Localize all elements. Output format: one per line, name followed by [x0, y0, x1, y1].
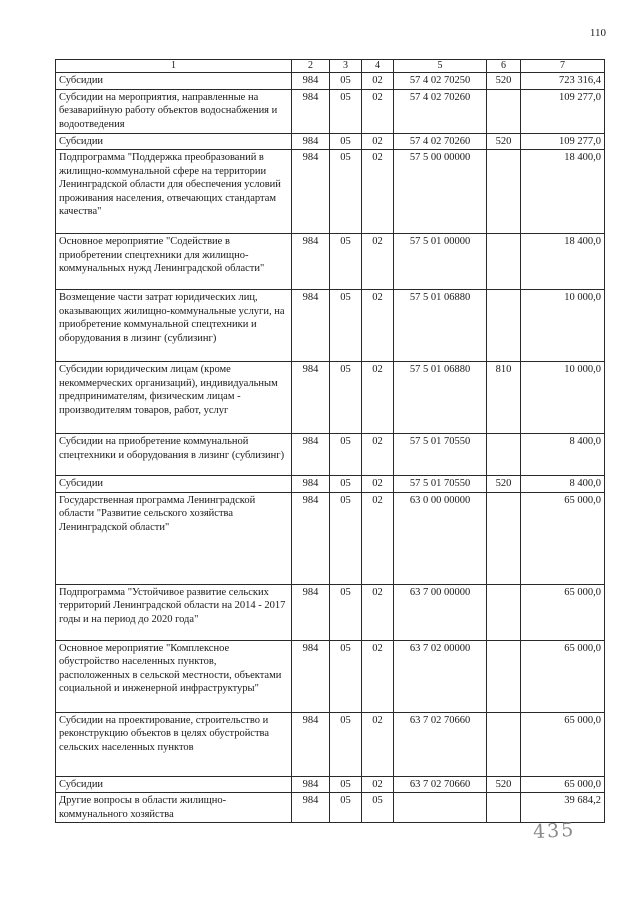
row-name-cell: Субсидии — [56, 476, 292, 493]
target-article-cell: 63 0 00 00000 — [394, 492, 487, 584]
expense-type-cell — [487, 793, 521, 823]
table-row — [56, 150, 605, 234]
expense-type-cell: 520 — [487, 476, 521, 493]
table-row — [56, 234, 605, 290]
amount-cell: 65 000,0 — [521, 776, 605, 793]
amount-cell: 65 000,0 — [521, 712, 605, 776]
subsection-cell: 02 — [362, 434, 394, 476]
table-row — [56, 434, 605, 476]
row-name-cell: Государственная программа Ленинградской области "Развитие сельского хозяйства Ленинградской области" — [56, 492, 292, 584]
section-cell: 05 — [330, 712, 362, 776]
row-name-cell: Субсидии на проектирование, строительство и реконструкцию объектов в целях обустройства сельских населенных пунктов — [56, 712, 292, 776]
subsection-cell: 02 — [362, 89, 394, 133]
subsection-cell: 02 — [362, 290, 394, 362]
amount-cell: 18 400,0 — [521, 150, 605, 234]
subsection-cell: 02 — [362, 234, 394, 290]
subsection-cell: 02 — [362, 712, 394, 776]
header-cell: 4 — [362, 60, 394, 73]
ministry-code-cell: 984 — [292, 234, 330, 290]
expense-type-cell — [487, 492, 521, 584]
expense-type-cell — [487, 434, 521, 476]
section-cell: 05 — [330, 234, 362, 290]
target-article-cell: 57 4 02 70260 — [394, 89, 487, 133]
table-row — [56, 776, 605, 793]
amount-cell: 8 400,0 — [521, 434, 605, 476]
amount-cell: 8 400,0 — [521, 476, 605, 493]
section-cell: 05 — [330, 434, 362, 476]
table-row — [56, 476, 605, 493]
row-name-cell: Субсидии — [56, 776, 292, 793]
expense-type-cell: 520 — [487, 73, 521, 90]
row-name-cell: Субсидии на приобретение коммунальной спецтехники и оборудования в лизинг (сублизинг) — [56, 434, 292, 476]
target-article-cell: 63 7 00 00000 — [394, 584, 487, 640]
ministry-code-cell: 984 — [292, 89, 330, 133]
row-name-cell: Субсидии — [56, 73, 292, 90]
subsection-cell: 05 — [362, 793, 394, 823]
header-cell: 5 — [394, 60, 487, 73]
section-cell: 05 — [330, 362, 362, 434]
target-article-cell: 63 7 02 70660 — [394, 712, 487, 776]
ministry-code-cell: 984 — [292, 150, 330, 234]
table-row — [56, 133, 605, 150]
subsection-cell: 02 — [362, 492, 394, 584]
header-cell: 3 — [330, 60, 362, 73]
subsection-cell: 02 — [362, 362, 394, 434]
handwritten-page-mark: 435 — [532, 818, 576, 844]
amount-cell: 109 277,0 — [521, 89, 605, 133]
ministry-code-cell: 984 — [292, 434, 330, 476]
expense-type-cell — [487, 640, 521, 712]
amount-cell: 10 000,0 — [521, 290, 605, 362]
ministry-code-cell: 984 — [292, 640, 330, 712]
expense-type-cell — [487, 89, 521, 133]
target-article-cell — [394, 793, 487, 823]
page-number: 110 — [589, 27, 606, 39]
table-row — [56, 712, 605, 776]
target-article-cell: 57 5 00 00000 — [394, 150, 487, 234]
ministry-code-cell: 984 — [292, 776, 330, 793]
subsection-cell: 02 — [362, 476, 394, 493]
table-row — [56, 89, 605, 133]
table-row — [56, 73, 605, 90]
target-article-cell: 57 5 01 70550 — [394, 476, 487, 493]
amount-cell: 723 316,4 — [521, 73, 605, 90]
section-cell: 05 — [330, 150, 362, 234]
expense-type-cell — [487, 234, 521, 290]
subsection-cell: 02 — [362, 133, 394, 150]
subsection-cell: 02 — [362, 150, 394, 234]
header-row — [56, 60, 605, 73]
target-article-cell: 57 4 02 70260 — [394, 133, 487, 150]
ministry-code-cell: 984 — [292, 362, 330, 434]
section-cell: 05 — [330, 492, 362, 584]
amount-cell: 39 684,2 — [521, 793, 605, 823]
subsection-cell: 02 — [362, 776, 394, 793]
ministry-code-cell: 984 — [292, 133, 330, 150]
row-name-cell: Подпрограмма "Поддержка преобразований в жилищно-коммунальной сфере на территории Ленинградской области для обеспечения условий проживания населения, отвечающих стандартам качества" — [56, 150, 292, 234]
table-row — [56, 584, 605, 640]
target-article-cell: 63 7 02 00000 — [394, 640, 487, 712]
expense-type-cell: 520 — [487, 133, 521, 150]
section-cell: 05 — [330, 776, 362, 793]
subsection-cell: 02 — [362, 73, 394, 90]
row-name-cell: Основное мероприятие "Комплексное обустройство населенных пунктов, расположенных в сельской местности, объектами социальной и инженерной инфраструктуры" — [56, 640, 292, 712]
table-row — [56, 640, 605, 712]
target-article-cell: 57 4 02 70250 — [394, 73, 487, 90]
amount-cell: 65 000,0 — [521, 640, 605, 712]
subsection-cell: 02 — [362, 640, 394, 712]
row-name-cell: Субсидии — [56, 133, 292, 150]
section-cell: 05 — [330, 793, 362, 823]
expense-type-cell: 810 — [487, 362, 521, 434]
header-cell: 2 — [292, 60, 330, 73]
amount-cell: 109 277,0 — [521, 133, 605, 150]
ministry-code-cell: 984 — [292, 584, 330, 640]
budget-table — [55, 59, 605, 823]
target-article-cell: 57 5 01 06880 — [394, 290, 487, 362]
target-article-cell: 57 5 01 06880 — [394, 362, 487, 434]
expense-type-cell: 520 — [487, 776, 521, 793]
table-row — [56, 290, 605, 362]
section-cell: 05 — [330, 476, 362, 493]
amount-cell: 65 000,0 — [521, 584, 605, 640]
row-name-cell: Возмещение части затрат юридических лиц, оказывающих жилищно-коммунальные услуги, на приобретение коммунальной спецтехники и оборудования в лизинг (сублизинг) — [56, 290, 292, 362]
subsection-cell: 02 — [362, 584, 394, 640]
target-article-cell: 57 5 01 00000 — [394, 234, 487, 290]
ministry-code-cell: 984 — [292, 793, 330, 823]
row-name-cell: Основное мероприятие "Содействие в приобретении спецтехники для жилищно-коммунальных нужд Ленинградской области" — [56, 234, 292, 290]
table-row — [56, 362, 605, 434]
ministry-code-cell: 984 — [292, 73, 330, 90]
row-name-cell: Другие вопросы в области жилищно-коммунального хозяйства — [56, 793, 292, 823]
expense-type-cell — [487, 712, 521, 776]
ministry-code-cell: 984 — [292, 476, 330, 493]
row-name-cell: Подпрограмма "Устойчивое развитие сельских территорий Ленинградской области на 2014 - 2017 годы и на период до 2020 года" — [56, 584, 292, 640]
section-cell: 05 — [330, 290, 362, 362]
table-row — [56, 793, 605, 823]
section-cell: 05 — [330, 133, 362, 150]
section-cell: 05 — [330, 584, 362, 640]
header-cell: 6 — [487, 60, 521, 73]
expense-type-cell — [487, 584, 521, 640]
header-cell: 1 — [56, 60, 292, 73]
header-cell: 7 — [521, 60, 605, 73]
ministry-code-cell: 984 — [292, 290, 330, 362]
amount-cell: 18 400,0 — [521, 234, 605, 290]
ministry-code-cell: 984 — [292, 492, 330, 584]
section-cell: 05 — [330, 640, 362, 712]
expense-type-cell — [487, 290, 521, 362]
section-cell: 05 — [330, 89, 362, 133]
row-name-cell: Субсидии на мероприятия, направленные на безаварийную работу объектов водоснабжения и водоотведения — [56, 89, 292, 133]
target-article-cell: 63 7 02 70660 — [394, 776, 487, 793]
row-name-cell: Субсидии юридическим лицам (кроме некоммерческих организаций), индивидуальным предпринимателям, физическим лицам - производителям товаров, работ, услуг — [56, 362, 292, 434]
ministry-code-cell: 984 — [292, 712, 330, 776]
amount-cell: 10 000,0 — [521, 362, 605, 434]
table-row — [56, 492, 605, 584]
amount-cell: 65 000,0 — [521, 492, 605, 584]
expense-type-cell — [487, 150, 521, 234]
target-article-cell: 57 5 01 70550 — [394, 434, 487, 476]
section-cell: 05 — [330, 73, 362, 90]
